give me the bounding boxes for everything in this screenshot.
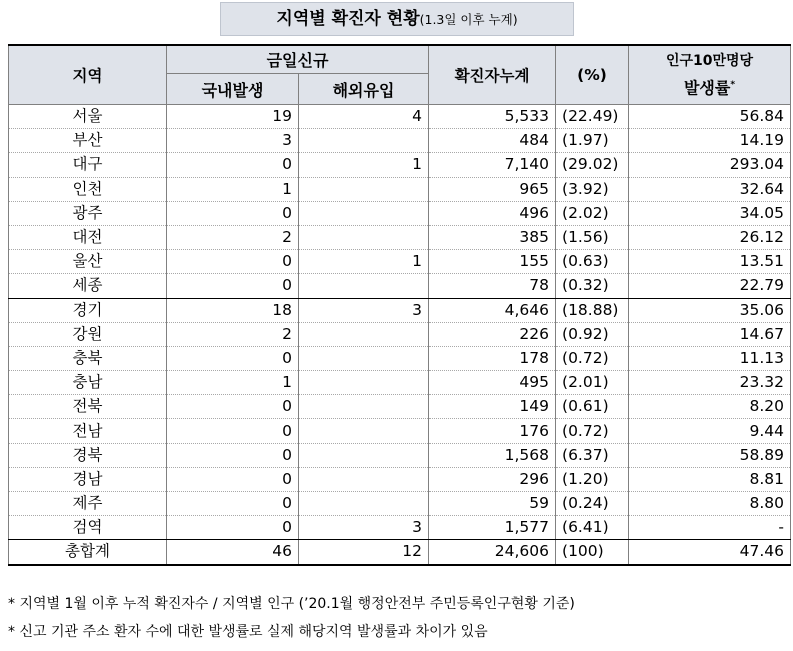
page-title [221, 3, 573, 35]
per100k-cell: 35.06 [629, 298, 791, 322]
domestic-cell: 0 [167, 467, 299, 491]
percent-cell: (1.20) [556, 467, 629, 491]
cumulative-cell: 178 [429, 346, 556, 370]
cumulative-cell: 7,140 [429, 153, 556, 177]
per100k-cell: 32.64 [629, 177, 791, 201]
imported-cell: 3 [299, 516, 429, 540]
region-cell: 경남 [9, 467, 167, 491]
imported-cell [299, 395, 429, 419]
per100k-cell: 8.81 [629, 467, 791, 491]
table-row [9, 274, 791, 298]
header-per100k-line1: 인구10만명당 [665, 53, 754, 70]
footnote-2: * 신고 기관 주소 환자 수에 대한 발생률로 실제 해당지역 발생률과 차이가 있음 [8, 624, 488, 640]
domestic-cell: 3 [167, 129, 299, 153]
region-cell: 부산 [9, 129, 167, 153]
cumulative-cell: 59 [429, 492, 556, 516]
per100k-cell: 14.19 [629, 129, 791, 153]
per100k-cell: 8.20 [629, 395, 791, 419]
table-row [9, 419, 791, 443]
header-per100k [629, 45, 791, 105]
region-cell: 강원 [9, 322, 167, 346]
cumulative-cell: 495 [429, 371, 556, 395]
imported-cell [299, 274, 429, 298]
per100k-cell: 58.89 [629, 443, 791, 467]
domestic-cell: 0 [167, 492, 299, 516]
per100k-cell: 13.51 [629, 250, 791, 274]
header-today-new: 금일신규 [167, 45, 429, 74]
imported-cell [299, 492, 429, 516]
imported-cell [299, 225, 429, 249]
per100k-cell: 22.79 [629, 274, 791, 298]
per100k-cell: 11.13 [629, 346, 791, 370]
imported-cell: 3 [299, 298, 429, 322]
per100k-cell: - [629, 516, 791, 540]
table-body [9, 105, 791, 565]
cumulative-cell: 24,606 [429, 540, 556, 565]
region-cell: 세종 [9, 274, 167, 298]
table-row [9, 346, 791, 370]
domestic-cell: 0 [167, 201, 299, 225]
region-cell: 인천 [9, 177, 167, 201]
domestic-cell: 0 [167, 419, 299, 443]
percent-cell: (0.63) [556, 250, 629, 274]
region-cases-table [8, 44, 791, 566]
percent-cell: (1.97) [556, 129, 629, 153]
header-percent: (%) [556, 45, 629, 105]
region-cell: 충남 [9, 371, 167, 395]
cumulative-cell: 1,568 [429, 443, 556, 467]
region-cell: 검역 [9, 516, 167, 540]
header-per100k-line2: 발생률 [683, 78, 731, 98]
domestic-cell: 2 [167, 225, 299, 249]
imported-cell [299, 201, 429, 225]
cumulative-cell: 155 [429, 250, 556, 274]
imported-cell: 1 [299, 250, 429, 274]
imported-cell [299, 419, 429, 443]
per100k-cell: 23.32 [629, 371, 791, 395]
region-cell: 경북 [9, 443, 167, 467]
table-row [9, 201, 791, 225]
cumulative-cell: 496 [429, 201, 556, 225]
region-cell: 전남 [9, 419, 167, 443]
percent-cell: (100) [556, 540, 629, 565]
domestic-cell: 0 [167, 346, 299, 370]
total-row [9, 540, 791, 565]
table-row [9, 492, 791, 516]
region-cell: 충북 [9, 346, 167, 370]
imported-cell [299, 371, 429, 395]
region-cell: 울산 [9, 250, 167, 274]
region-cell: 전북 [9, 395, 167, 419]
percent-cell: (0.72) [556, 346, 629, 370]
per100k-cell: 8.80 [629, 492, 791, 516]
header-cumulative: 확진자누계 [429, 45, 556, 105]
cumulative-cell: 176 [429, 419, 556, 443]
domestic-cell: 0 [167, 153, 299, 177]
domestic-cell: 0 [167, 516, 299, 540]
percent-cell: (0.72) [556, 419, 629, 443]
percent-cell: (0.92) [556, 322, 629, 346]
cumulative-cell: 149 [429, 395, 556, 419]
cumulative-cell: 4,646 [429, 298, 556, 322]
imported-cell: 12 [299, 540, 429, 565]
region-cell: 대구 [9, 153, 167, 177]
region-cell: 광주 [9, 201, 167, 225]
per100k-cell: 9.44 [629, 419, 791, 443]
domestic-cell: 46 [167, 540, 299, 565]
cumulative-cell: 385 [429, 225, 556, 249]
imported-cell [299, 443, 429, 467]
imported-cell [299, 322, 429, 346]
table-row [9, 105, 791, 129]
header-imported: 해외유입 [299, 74, 429, 105]
table-row [9, 225, 791, 249]
footnotes [8, 590, 788, 646]
cumulative-cell: 296 [429, 467, 556, 491]
cumulative-cell: 965 [429, 177, 556, 201]
region-cell: 제주 [9, 492, 167, 516]
table-row [9, 298, 791, 322]
cumulative-cell: 484 [429, 129, 556, 153]
imported-cell: 4 [299, 105, 429, 129]
domestic-cell: 18 [167, 298, 299, 322]
table-row [9, 177, 791, 201]
percent-cell: (18.88) [556, 298, 629, 322]
table-row [9, 371, 791, 395]
region-cell: 경기 [9, 298, 167, 322]
domestic-cell: 19 [167, 105, 299, 129]
domestic-cell: 0 [167, 274, 299, 298]
header-per100k-line2-wrap [629, 73, 790, 100]
percent-cell: (6.37) [556, 443, 629, 467]
imported-cell [299, 177, 429, 201]
percent-cell: (1.56) [556, 225, 629, 249]
per100k-cell: 56.84 [629, 105, 791, 129]
region-cell: 서울 [9, 105, 167, 129]
domestic-cell: 1 [167, 177, 299, 201]
region-cell: 총합계 [9, 540, 167, 565]
per100k-cell: 293.04 [629, 153, 791, 177]
cumulative-cell: 5,533 [429, 105, 556, 129]
region-cell: 대전 [9, 225, 167, 249]
table-row [9, 395, 791, 419]
per100k-cell: 34.05 [629, 201, 791, 225]
cumulative-cell: 226 [429, 322, 556, 346]
percent-cell: (22.49) [556, 105, 629, 129]
table-row [9, 153, 791, 177]
per100k-cell: 14.67 [629, 322, 791, 346]
per100k-cell: 47.46 [629, 540, 791, 565]
header-region: 지역 [9, 45, 167, 105]
title-main: 지역별 확진자 현황 [276, 9, 420, 29]
domestic-cell: 2 [167, 322, 299, 346]
percent-cell: (0.24) [556, 492, 629, 516]
table-row [9, 250, 791, 274]
domestic-cell: 1 [167, 371, 299, 395]
title-box [220, 2, 574, 36]
domestic-cell: 0 [167, 395, 299, 419]
percent-cell: (3.92) [556, 177, 629, 201]
imported-cell [299, 129, 429, 153]
table-row [9, 129, 791, 153]
percent-cell: (2.01) [556, 371, 629, 395]
percent-cell: (0.32) [556, 274, 629, 298]
cumulative-cell: 78 [429, 274, 556, 298]
title-area [0, 0, 793, 38]
table-header [9, 45, 791, 105]
header-per100k-mark: * [730, 80, 736, 91]
table-row [9, 322, 791, 346]
table-row [9, 467, 791, 491]
domestic-cell: 0 [167, 250, 299, 274]
imported-cell [299, 346, 429, 370]
domestic-cell: 0 [167, 443, 299, 467]
table-row [9, 516, 791, 540]
imported-cell [299, 467, 429, 491]
header-domestic: 국내발생 [167, 74, 299, 105]
footnote-1: * 지역별 1월 이후 누적 확진자수 / 지역별 인구 (’20.1월 행정안전부 주민등록인구현황 기준) [8, 596, 575, 612]
table-row [9, 443, 791, 467]
imported-cell: 1 [299, 153, 429, 177]
per100k-cell: 26.12 [629, 225, 791, 249]
cumulative-cell: 1,577 [429, 516, 556, 540]
percent-cell: (6.41) [556, 516, 629, 540]
title-sub: (1.3일 이후 누계) [419, 12, 518, 27]
percent-cell: (0.61) [556, 395, 629, 419]
percent-cell: (2.02) [556, 201, 629, 225]
percent-cell: (29.02) [556, 153, 629, 177]
